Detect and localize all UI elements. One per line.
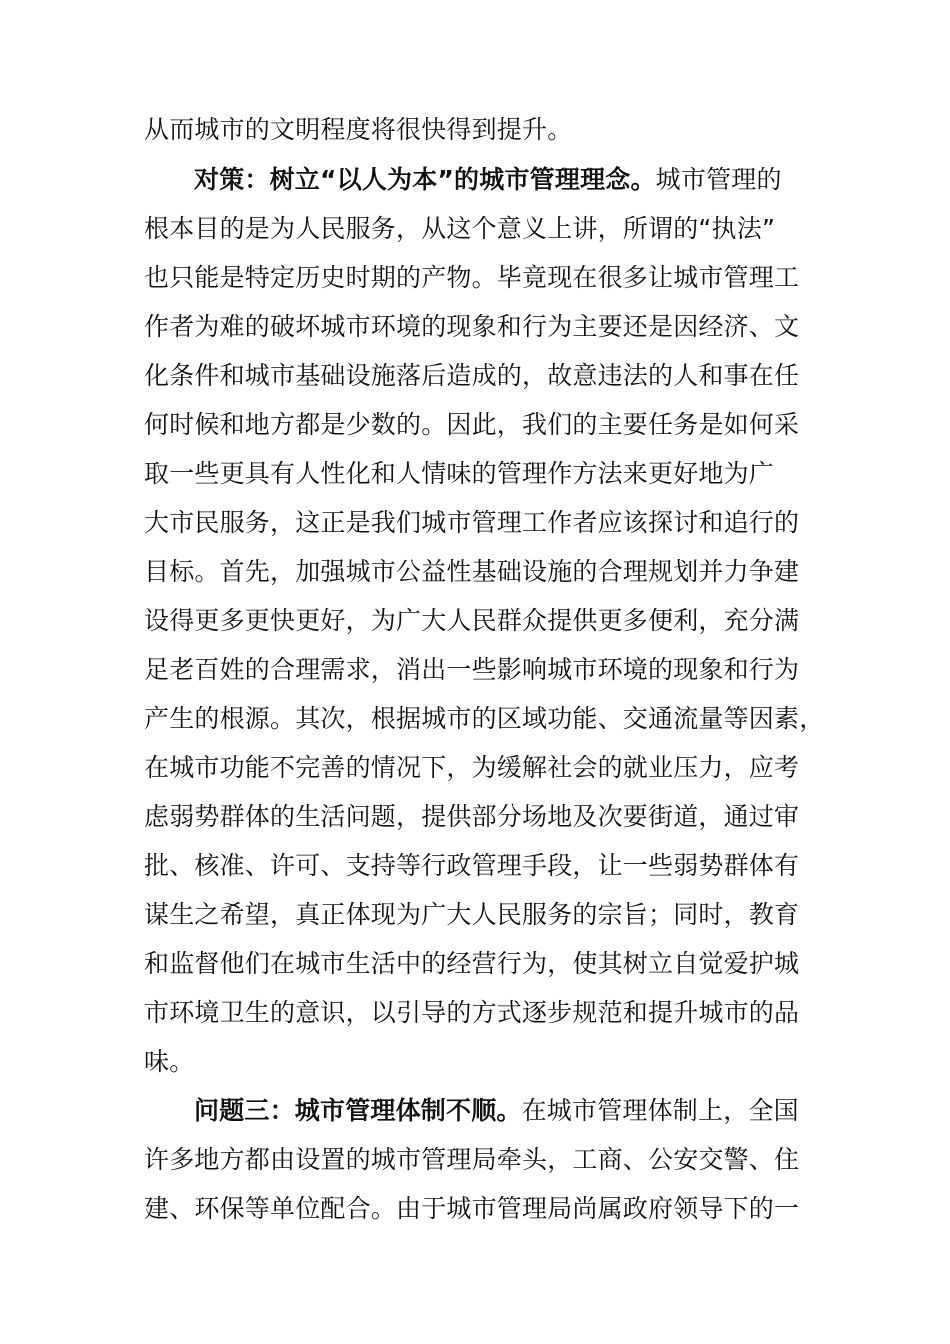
text-line: 设得更多更快更好，为广大人民群众提供更多便利，充分满 (144, 606, 800, 635)
text-line: 何时候和地方都是少数的。因此，我们的主要任务是如何采 (144, 410, 800, 439)
section-heading: 问题三：城市管理体制不顺。 (194, 1096, 522, 1125)
text-line: 产生的根源。其次，根据城市的区域功能、交通流量等因素， (144, 704, 825, 733)
text-line: 和监督他们在城市生活中的经营行为，使其树立自觉爱护城 (144, 949, 800, 978)
text-line: 虑弱势群体的生活问题，提供部分场地及次要街道，通过审 (144, 802, 800, 831)
text-line: 取一些更具有人性化和人情味的管理作方法来更好地为广 (144, 459, 775, 488)
text-line: 在城市功能不完善的情况下，为缓解社会的就业压力，应考 (144, 753, 800, 782)
text-line: 谋生之希望，真正体现为广大人民服务的宗旨；同时，教育 (144, 900, 800, 929)
section-heading: 对策：树立“以人为本”的城市管理理念。 (194, 165, 656, 194)
text-line: 建、环保等单位配合。由于城市管理局尚属政府领导下的一 (144, 1194, 800, 1223)
text-line: 味。 (144, 1047, 195, 1076)
text-line: 化条件和城市基础设施落后造成的，故意违法的人和事在任 (144, 361, 800, 390)
text-line: 问题三：城市管理体制不顺。在城市管理体制上，全国 (194, 1096, 799, 1125)
text-line: 批、核准、许可、支持等行政管理手段，让一些弱势群体有 (144, 851, 800, 880)
text-line: 大市民服务，这正是我们城市管理工作者应该探讨和追行的 (144, 508, 800, 537)
text-line: 也只能是特定历史时期的产物。毕竟现在很多让城市管理工 (144, 263, 800, 292)
text-line: 对策：树立“以人为本”的城市管理理念。城市管理的 (194, 165, 782, 194)
text-line: 根本目的是为人民服务，从这个意义上讲，所谓的“执法” (144, 214, 776, 243)
text-line: 作者为难的破坏城市环境的现象和行为主要还是因经济、文 (144, 312, 800, 341)
text-line: 从而城市的文明程度将很快得到提升。 (144, 115, 573, 144)
text-line: 许多地方都由设置的城市管理局牵头，工商、公安交警、住 (144, 1145, 800, 1174)
text-line: 目标。首先，加强城市公益性基础设施的合理规划并力争建 (144, 557, 800, 586)
text-line: 足老百姓的合理需求，消出一些影响城市环境的现象和行为 (144, 655, 800, 684)
text-line: 市环境卫生的意识，以引导的方式逐步规范和提升城市的品 (144, 998, 800, 1027)
